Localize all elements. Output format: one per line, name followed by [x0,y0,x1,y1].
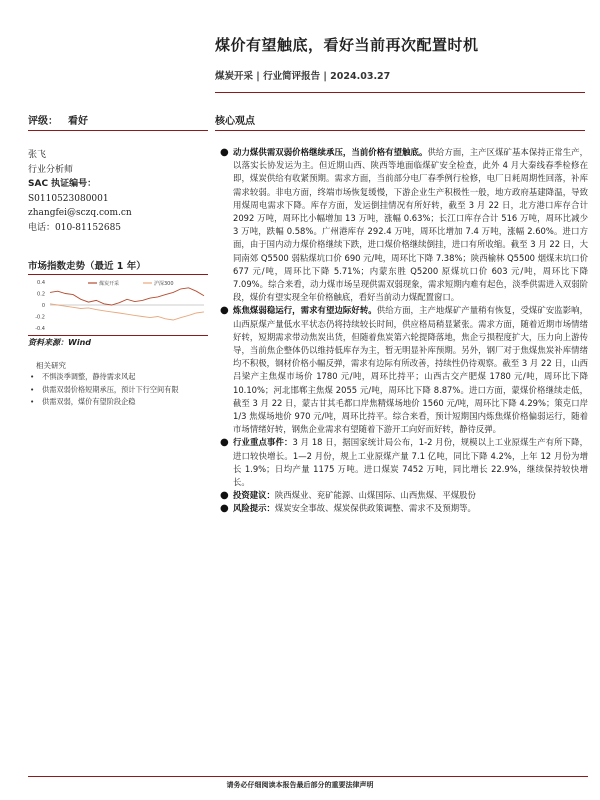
related-item[interactable]: • 供需双弱价格短期承压，预计下行空间有限 [30,385,208,396]
paragraph-text: 陕西煤业、兖矿能源、山煤国际、山西焦煤、平煤股份 [274,490,476,501]
y-tick-label: 0 [41,303,45,309]
core-title: 核心观点 [215,116,255,127]
bullet-icon: ● [220,147,229,158]
y-tick-label: -0.4 [35,326,45,332]
paragraph-text: 3 月 18 日，据国家统计局公布，1-2 月份，规模以上工业原煤生产有所下降，进口较快增长。1—2 月份，规上工业原煤产量 7.1 亿吨，同比下降 4.2%，上年 12 月份为增长 1.9%；日均产量 1175 万吨。进口煤炭 7452 万吨，同比增长 22.9%，继续保持较快增长。 [233,437,588,488]
bullet-icon: ● [220,437,229,449]
header-divider [215,92,585,93]
paragraph-investment-advice [220,489,588,502]
paragraph-thermal-coal [220,146,588,304]
y-tick-label: -0.2 [35,314,45,321]
rating [28,112,98,127]
footer-divider [28,776,588,777]
legend-label: 沪深300 [154,281,174,287]
analyst-phone: 电话：010-81152685 [28,222,122,233]
core-divider [215,130,585,131]
market-index-chart [28,276,210,334]
rating-divider [28,130,208,131]
paragraph-text: 供给方面，主产地煤矿产量稍有恢复，受煤矿安监影响，山西原煤产量低水平状态仍将持续较长时间，供应格局稍显紧张。需求方面，随着近期市场情绪好转，短期需求带动焦炭出货，但随着焦炭第六轮提降落地，焦企亏损程度扩大，压力向上游传导，当前焦企整体仍以维持低库存为主，暂无明显补库预期。另外，钢厂对于焦煤焦炭补库情绪均不积极，钢材价格小幅反弹，需求有边际有所改善，持续性仍待观察。截至 3 月 22 日，山西吕梁产主焦煤市场价 1780 元/吨，周环比持平；山西古交产肥煤 1780 元/吨，周环比下降 10.10%；河北邯郸主焦煤 2055 元/吨，周环比下降 8.87%。进口方面，蒙煤价格继续走低，截至 3 月 22 日，蒙古甘其毛都口岸焦精煤场地价 1560 元/吨，周环比下降 4.29%；策克口岸 1/3 焦煤场地价 970 元/吨，周环比持平。综合来看，预计短期国内炼焦煤价格偏弱运行，随着市场情绪好转，钢焦企业需求有望随着下游开工向好而好转，静待反弹。 [233,305,589,435]
paragraph-lead: 行业重点事件： [233,437,293,448]
report-subtitle: 煤炭开采 | 行业简评报告 | 2024.03.27 [215,71,391,82]
chart-divider [28,335,208,336]
paragraph-industry-events [220,436,588,489]
paragraph-coking-coal [220,304,588,436]
report-title: 煤价有望触底，看好当前再次配置时机 [215,36,479,54]
rating-value: 看好 [68,116,88,127]
paragraph-lead: 动力煤供需双弱价格继续承压，当前价格有望触底。 [233,147,428,157]
legal-footer: 请务必仔细阅读本报告最后部分的重要法律声明 [226,781,374,789]
bullet-icon: ● [220,503,229,515]
sac-label: SAC 执证编号： [28,179,97,189]
related-item[interactable]: • 不惧淡季调整，静待需求风起 [30,372,208,383]
y-tick-label: 0.2 [37,291,45,298]
core-views-body [220,146,588,516]
bullet-icon: ● [220,305,229,317]
series-line-1 [50,304,204,320]
paragraph-lead: 风险提示： [233,503,275,514]
market-chart-title: 市场指数走势（最近 1 年） [28,261,146,272]
analyst-info [28,148,132,235]
rating-label: 评级： [28,116,58,127]
paragraph-lead: 炼焦煤弱稳运行，需求有望边际好转。 [233,305,377,316]
chart-source: 资料来源：Wind [28,338,91,347]
analyst-name: 张飞 [28,150,47,160]
related-item[interactable]: • 供需双弱，煤价有望阶段企稳 [30,397,208,408]
sac-number: S0110523080001 [28,193,109,204]
series-line-0 [50,288,204,305]
related-research-title: 相关研究 [36,361,66,370]
legend-label: 煤炭开采 [99,281,120,287]
related-research-list [30,372,208,410]
paragraph-lead: 投资建议： [233,490,275,501]
paragraph-text: 煤炭安全事故、煤炭保供政策调整、需求不及预期等。 [274,503,476,514]
market-title-divider [28,274,208,275]
analyst-role: 行业分析师 [28,164,74,175]
analyst-email[interactable]: zhangfei@sczq.com.cn [28,208,132,218]
paragraph-risk-warning [220,502,588,515]
paragraph-text: 供给方面，主产区煤矿基本保持正常生产，以落实长协发运为主。但近期山西、陕西等地面临煤矿安全检查，此外 4 月大秦线春季检修在即，煤炭供给有收紧预期。需求方面，当前部分电厂春季例行检修，电厂日耗周期性回落，补库需求较弱。非电方面，终端市场恢复缓慢，下游企业生产积极性一般，地方政府基建降温，导致用煤周电需求下降。库存方面，发运倒挂情况有所好转，截至 3 月 22 日，北方港口库存合计 2092 万吨，周环比小幅增加 13 万吨，涨幅 0.63%；长江口库存合计 516 万吨，周环比减少 3 万吨，跌幅 0.58%。广州港库存 292.4 万吨，周环比增加 7.4 万吨，涨幅 2.60%。进口方面，由于国内动力煤价格继续下跌，进口煤价格继续倒挂，进口有所收缩。截至 3 月 22 日，大同南郊 Q5500 弱粘煤坑口价 690 元/吨，周环比下降 7.38%；陕西榆林 Q5500 烟煤末坑口价 677 元/吨，周环比下降 5.71%；内蒙东胜 Q5200 原煤坑口价 603 元/吨，周环比下降 7.09%。综合来看，动力煤市场呈现供需双弱现象，需求短期内难有起色，淡季供需进入双弱阶段，煤价有望实现全年价格触底，看好当前动力煤配置窗口。 [233,147,589,303]
y-tick-label: 0.4 [37,280,45,286]
bullet-icon: ● [220,490,229,502]
